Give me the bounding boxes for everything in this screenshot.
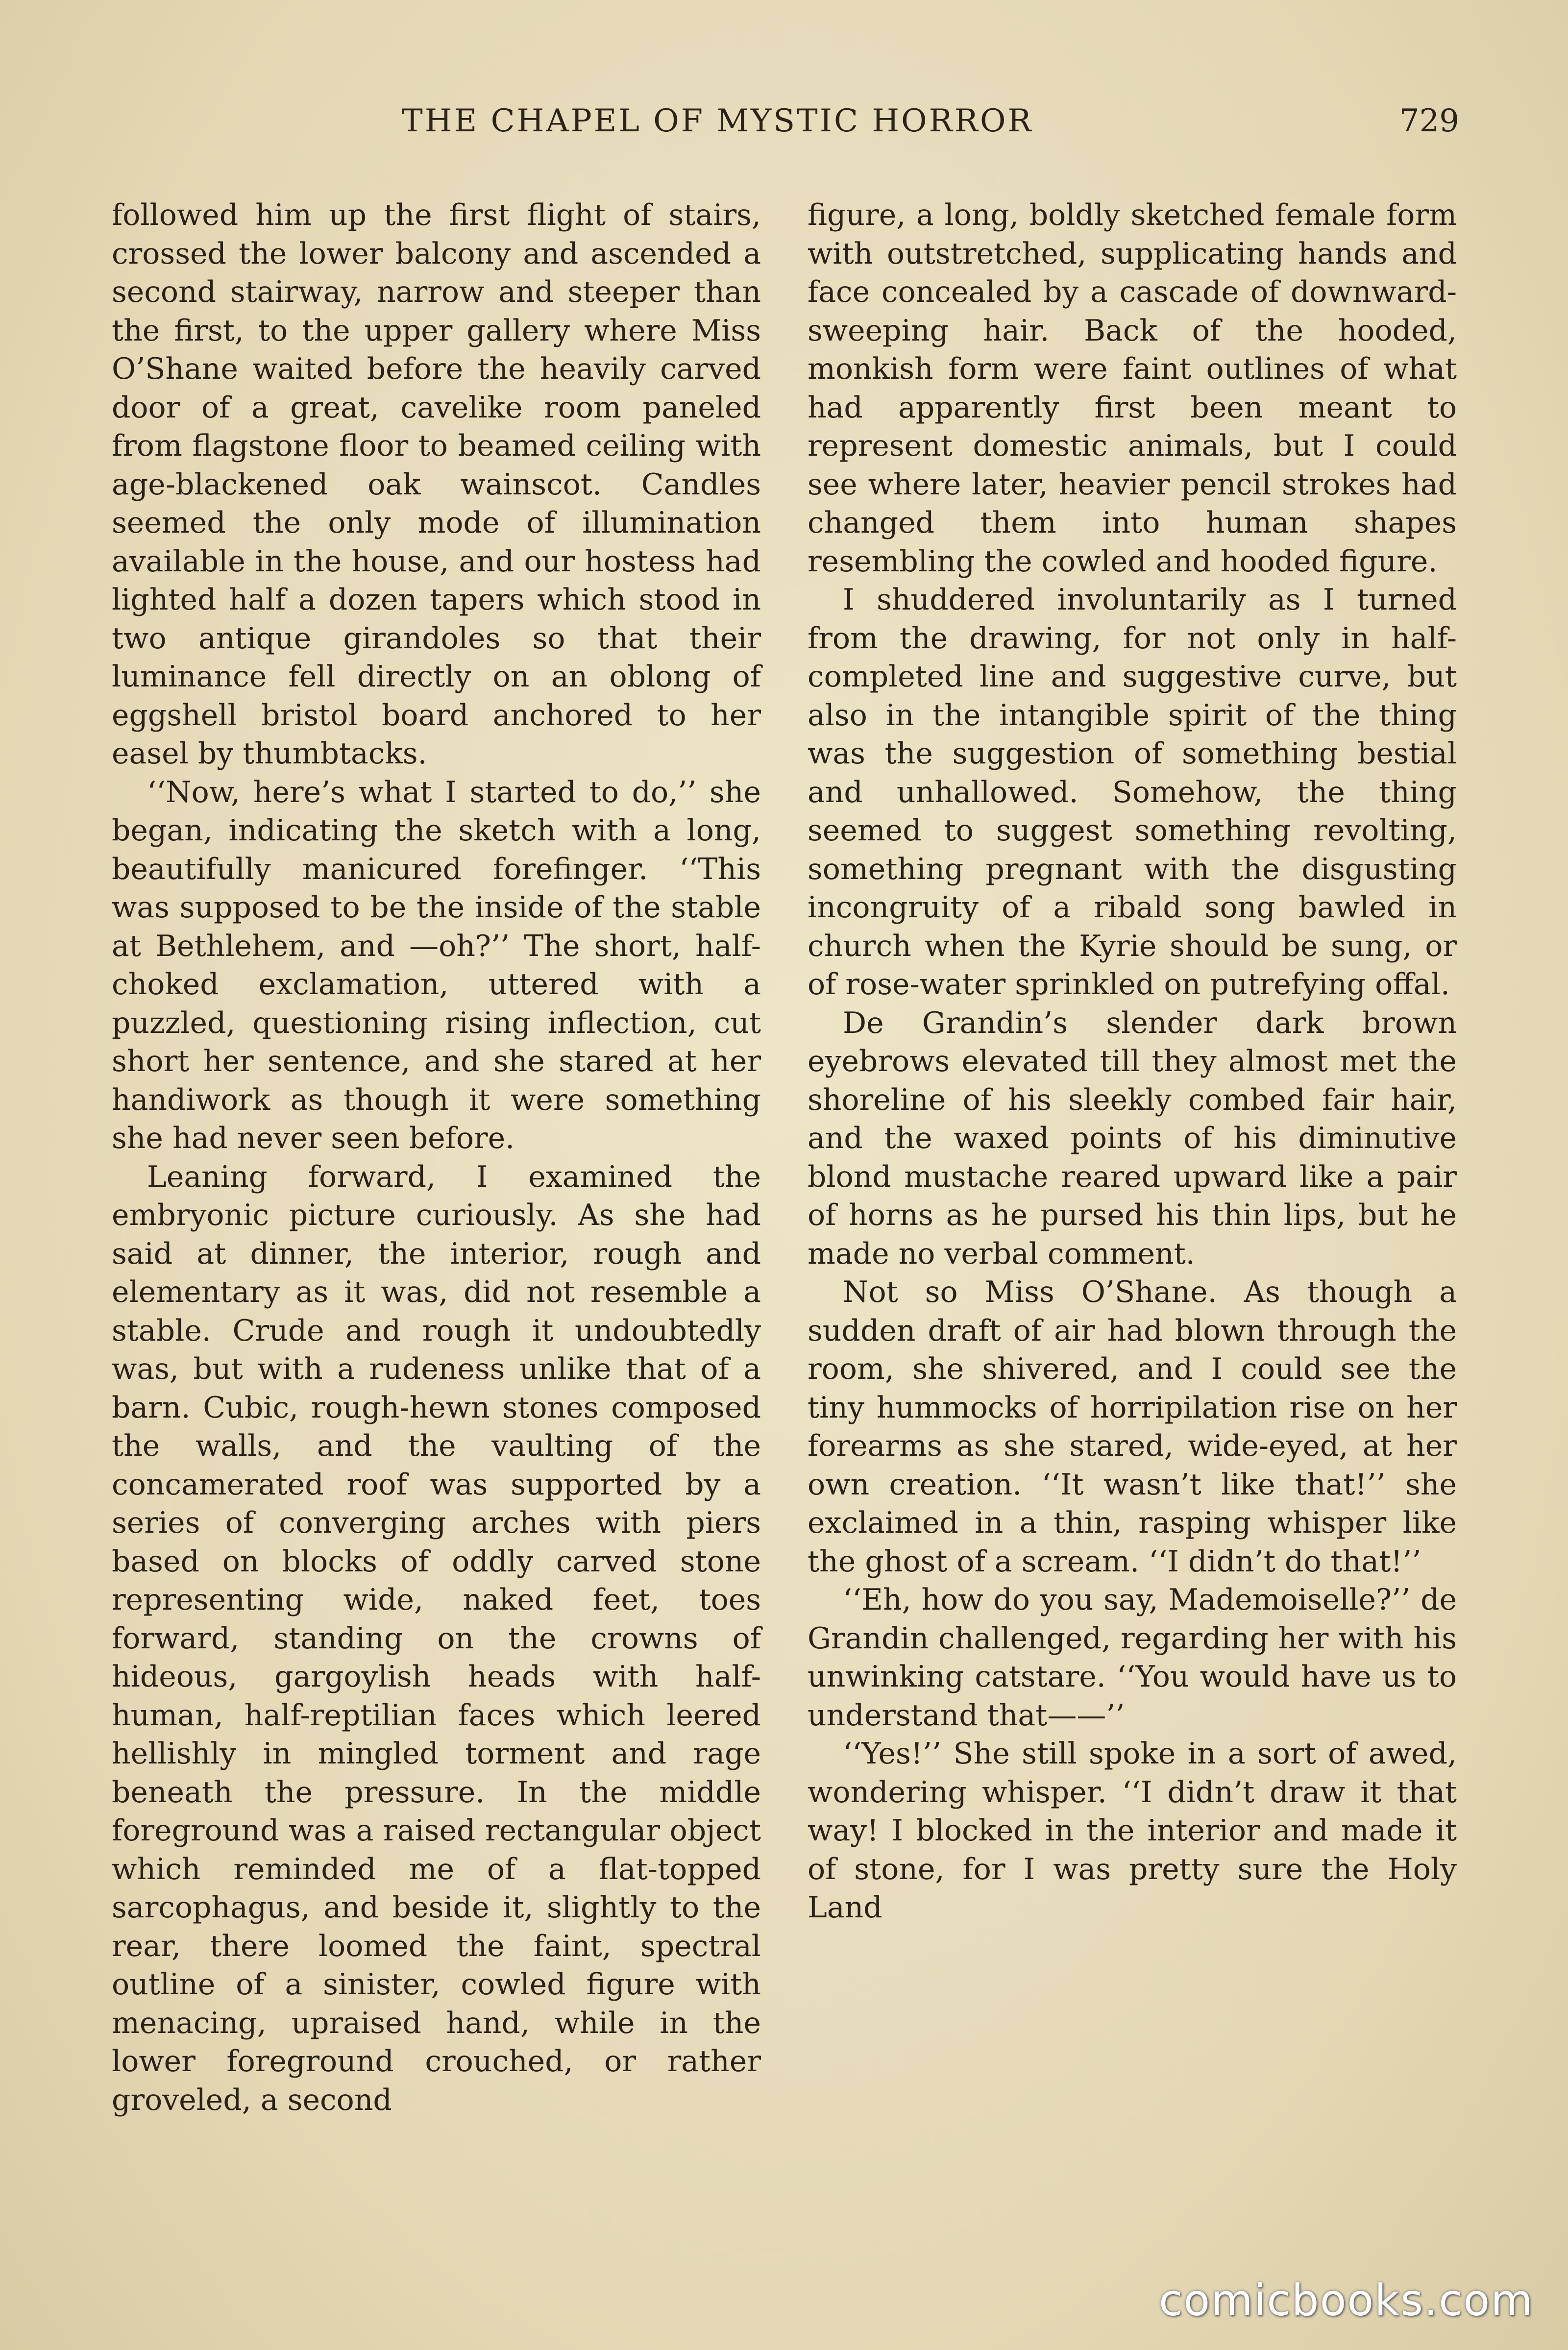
page-number: 729 [1399,103,1459,139]
paragraph: I shuddered involuntarily as I turned from the drawing, for not only in half-completed line and suggestive curve, but also in the intangible spirit of the thing was the suggestion of something bestial and unhallowed. Somehow, the thing seemed to suggest something revolting, something pregnant with the disgusting incongruity of a ribald song bawled in church when the Kyrie should be sung, or of rose-water sprinkled on putrefying offal. [808,583,1457,1002]
site-watermark: comicbooks.com [1158,2275,1534,2326]
paragraph: De Grandin’s slender dark brown eyebrows elevated till they almost met the shoreline of his sleekly combed fair hair, and the waxed points of his diminutive blond mustache reared upward like a pair of horns as he pursed his thin lips, but he made no verbal comment. [808,1005,1457,1271]
paragraph: followed him up the first flight of stairs, crossed the lower balcony and ascended a second stairway, narrow and steeper than the first, to the upper gallery where Miss O’Shane waited before the heavily carved door of a great, cavelike room paneled from flagstone floor to beamed ceiling with age-blackened oak wainscot. Candles seemed the only mode of illumination available in the house, and our hostess had lighted half a dozen tapers which stood in two antique girandoles so that their luminance fell directly on an oblong of eggshell bristol board anchored to her easel by thumbtacks. [112,198,761,771]
paragraph: ‘‘Yes!’’ She still spoke in a sort of awed, wondering whisper. ‘‘I didn’t draw it that way! I blocked in the interior and made it of stone, for I was pretty sure the Holy Land [808,1737,1457,1925]
running-head-title: THE CHAPEL OF MYSTIC HORROR [402,103,1033,139]
paragraph: Leaning forward, I examined the embryonic picture curiously. As she had said at dinner, the interior, rough and elementary as it was, did not resemble a stable. Crude and rough it undoubtedly was, but with a rudeness unlike that of a barn. Cubic, rough-hewn stones composed the walls, and the vaulting of the concamerated roof was supported by a series of converging arches with piers based on blocks of oddly carved stone representing wide, naked feet, toes forward, standing on the crowns of hideous, gargoylish heads with half-human, half-reptilian faces which leered hellishly in mingled torment and rage beneath the pressure. In the middle foreground was a raised rectangular object which reminded me of a flat-topped sarcophagus, and beside it, slightly to the rear, there loomed the faint, spectral outline of a sinister, cowled figure with menacing, upraised hand, while in the lower foreground crouched, or rather groveled, a second [112,1159,761,2117]
right-column [808,196,1457,2274]
paragraph: ‘‘Eh, how do you say, Mademoiselle?’’ de Grandin challenged, regarding her with his unwinking catstare. ‘‘You would have us to understand that——’’ [808,1583,1457,1733]
left-column [112,196,761,2274]
paragraph: Not so Miss O’Shane. As though a sudden draft of air had blown through the room, she shivered, and I could see the tiny hummocks of horripilation rise on her forearms as she stared, wide-eyed, at her own creation. ‘‘It wasn’t like that!’’ she exclaimed in a thin, rasping whisper like the ghost of a scream. ‘‘I didn’t do that!’’ [808,1275,1457,1579]
paragraph: figure, a long, boldly sketched female form with outstretched, supplicating hands and face concealed by a cascade of downward-sweeping hair. Back of the hooded, monkish form were faint outlines of what had apparently first been meant to represent domestic animals, but I could see where later, heavier pencil strokes had changed them into human shapes resembling the cowled and hooded figure. [808,198,1457,579]
paragraph: ‘‘Now, here’s what I started to do,’’ she began, indicating the sketch with a long, beautifully manicured forefinger. ‘‘This was supposed to be the inside of the stable at Bethlehem, and —oh?’’ The short, half-choked exclamation, uttered with a puzzled, questioning rising inflection, cut short her sentence, and she stared at her handiwork as though it were something she had never seen before. [112,775,761,1155]
